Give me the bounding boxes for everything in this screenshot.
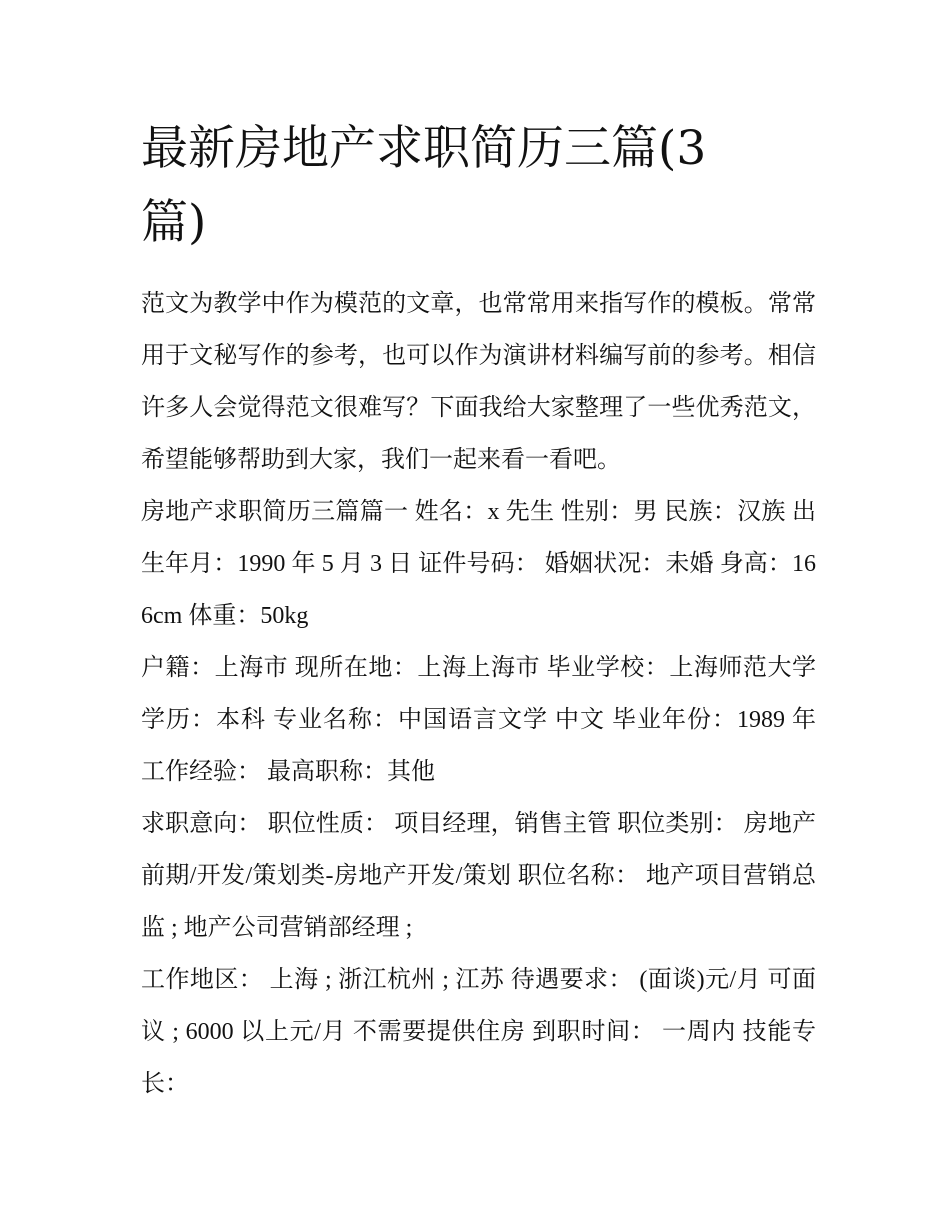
document-body	[141, 112, 816, 1110]
document-title: 最新房地产求职简历三篇(3篇)	[141, 121, 707, 250]
paragraph-education: 户籍：上海市 现所在地：上海上海市 毕业学校：上海师范大学 学历：本科 专业名称：中国语言文学 中文 毕业年份：1989 年 工作经验： 最高职称：其他	[141, 655, 816, 785]
paragraph-personal-info: 房地产求职简历三篇篇一 姓名：x 先生 性别：男 民族：汉族 出生年月：1990 年 5 月 3 日 证件号码： 婚姻状况：未婚 身高：166cm 体重：50kg	[141, 499, 816, 629]
paragraph-intro: 范文为教学中作为模范的文章，也常常用来指写作的模板。常常用于文秘写作的参考，也可以作为演讲材料编写前的参考。相信许多人会觉得范文很难写？下面我给大家整理了一些优秀范文，希望能够帮助到大家，我们一起来看一看吧。	[141, 291, 816, 473]
paragraph-job-intention: 求职意向： 职位性质： 项目经理，销售主管 职位类别： 房地产前期/开发/策划类-房地产开发/策划 职位名称： 地产项目营销总监 ; 地产公司营销部经理 ;	[141, 811, 816, 941]
paragraph-work-area: 工作地区： 上海 ; 浙江杭州 ; 江苏 待遇要求： (面谈)元/月 可面议 ; 6000 以上元/月 不需要提供住房 到职时间： 一周内 技能专长：	[141, 967, 816, 1097]
